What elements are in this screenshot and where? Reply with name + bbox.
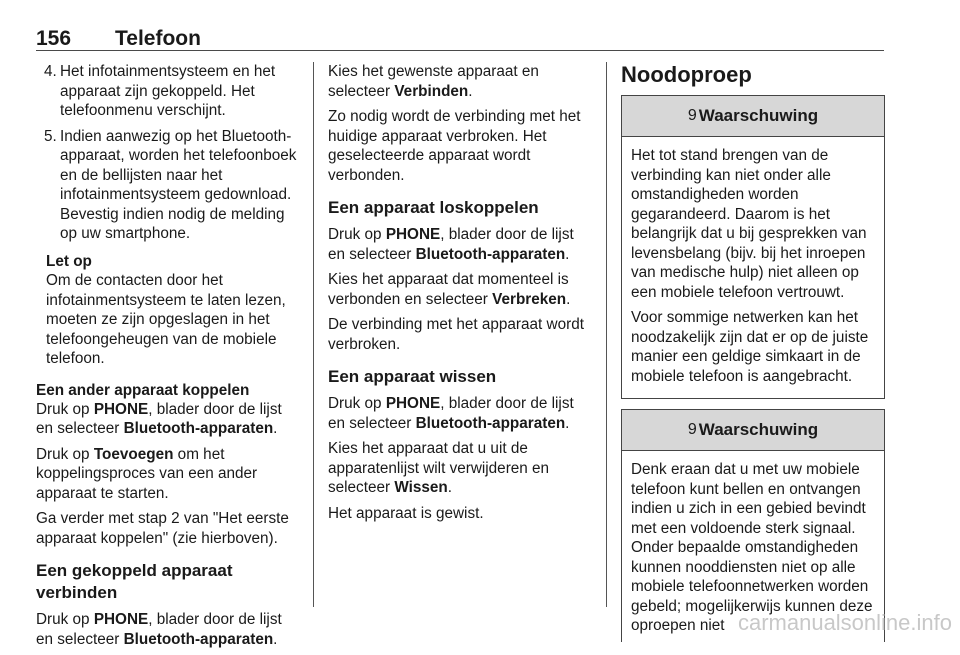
step-text: Indien aanwezig op het Bluetooth-apparaat, worden het telefoonboek en de bellijsten naar het infotainmentsysteem gedownload. Bevestig indien nodig de melding op uw smartphone. <box>60 127 297 242</box>
menu-key: Toevoegen <box>93 445 174 463</box>
warning-header <box>622 96 884 137</box>
paragraph: Kies het gewenste apparaat en selecteer Verbinden. <box>328 63 539 100</box>
paragraph: Druk op PHONE, blader door de lijst en selecteer Bluetooth-apparaten. <box>328 226 574 263</box>
paragraph: Druk op PHONE, blader door de lijst en selecteer Bluetooth-apparaten. <box>328 395 574 432</box>
paragraph: Kies het apparaat dat u uit de apparatenlijst wilt verwijderen en selecteer Wissen. <box>328 440 550 496</box>
column-divider-right <box>606 62 607 607</box>
paragraph: Ga verder met stap 2 van "Het eerste apparaat koppelen" (zie hierboven). <box>36 510 289 547</box>
list-item <box>36 127 298 244</box>
menu-option: Bluetooth-apparaten <box>123 420 274 437</box>
column-3 <box>621 62 885 642</box>
menu-key: PHONE <box>385 226 441 243</box>
paragraph: Druk op PHONE, blader door de lijst en selecteer Bluetooth-apparaten. <box>36 611 282 648</box>
page-header <box>36 28 884 51</box>
menu-key: PHONE <box>385 395 441 412</box>
chapter-title: Telefoon <box>115 27 201 50</box>
menu-key: Verbreken <box>492 290 567 308</box>
warning-box <box>621 409 885 642</box>
paragraph: Kies het apparaat dat momenteel is verbonden en selecteer Verbreken. <box>328 271 571 308</box>
column-1 <box>36 62 298 655</box>
note-box <box>36 252 298 369</box>
paragraph: Druk op PHONE, blader door de lijst en selecteer Bluetooth-apparaten. <box>36 400 282 437</box>
paragraph: Het apparaat is gewist. <box>328 504 484 522</box>
warning-title: Waarschuwing <box>698 106 819 126</box>
menu-option: Bluetooth-apparaten <box>415 245 566 263</box>
warning-text: Voor sommige netwerken kan het noodzakelijk zijn dat er op de juiste manier een geldige simkaart in de mobiele telefoon is aangebracht. <box>631 309 869 385</box>
warning-icon: 9 <box>687 421 697 439</box>
heading-other-device: Een ander apparaat koppelen <box>36 381 250 399</box>
menu-option: Bluetooth-apparaten <box>415 414 566 432</box>
heading-delete-device: Een apparaat wissen <box>328 367 497 386</box>
menu-option: Bluetooth-apparaten <box>123 630 274 648</box>
menu-key: PHONE <box>93 400 149 418</box>
note-title: Let op <box>46 252 92 270</box>
warning-title: Waarschuwing <box>698 420 819 440</box>
warning-text: Denk eraan dat u met uw mobiele telefoon kunt bellen en ontvangen indien u zich in een gebied bevindt met een voldoende sterk signaal. Onder bepaalde omstandigheden kunnen nooddiensten niet op alle mobiele telefoonnetwerken worden gebeld; mogelijkerwijs kunnen deze oproepen niet <box>631 461 873 634</box>
warning-icon: 9 <box>687 107 697 125</box>
heading-connect-device: Een gekoppeld apparaat verbinden <box>36 561 233 602</box>
heading-disconnect-device: Een apparaat loskoppelen <box>328 198 539 217</box>
list-item <box>36 62 298 121</box>
paragraph: De verbinding met het apparaat wordt verbroken. <box>328 316 584 353</box>
column-divider-left <box>313 62 314 607</box>
step-number: 5. <box>44 127 57 145</box>
warning-box <box>621 95 885 399</box>
steps-list <box>36 62 298 244</box>
warning-text: Het tot stand brengen van de verbinding kan niet onder alle omstandigheden worden gegarandeerd. Daarom is het belangrijk dat u bij gesprekken van levensbelang (bijv. bij het inroepen van medische hulp) niet alleen op een mobiele telefoon vertrouwt. <box>631 147 867 301</box>
page-number: 156 <box>36 27 72 50</box>
column-2 <box>328 62 592 529</box>
menu-key: PHONE <box>93 611 149 628</box>
step-text: Het infotainmentsysteem en het apparaat zijn gekoppeld. Het telefoonmenu verschijnt. <box>60 63 276 119</box>
menu-key: Wissen <box>394 479 448 496</box>
watermark: carmanualsonline.info <box>737 610 952 635</box>
menu-key: Verbinden <box>394 82 469 100</box>
warning-body <box>622 137 884 398</box>
paragraph: Druk op Toevoegen om het koppelingsproces van een ander apparaat te starten. <box>36 445 258 502</box>
note-text: Om de contacten door het infotainmentsysteem te laten lezen, moeten ze zijn opgeslagen in het telefoongeheugen van de mobiele telefoon. <box>46 272 286 367</box>
section-title: Noodoproep <box>621 62 752 87</box>
step-number: 4. <box>44 63 57 80</box>
warning-header <box>622 410 884 451</box>
paragraph: Zo nodig wordt de verbinding met het huidige apparaat verbroken. Het geselecteerde apparaat wordt verbonden. <box>328 108 581 184</box>
